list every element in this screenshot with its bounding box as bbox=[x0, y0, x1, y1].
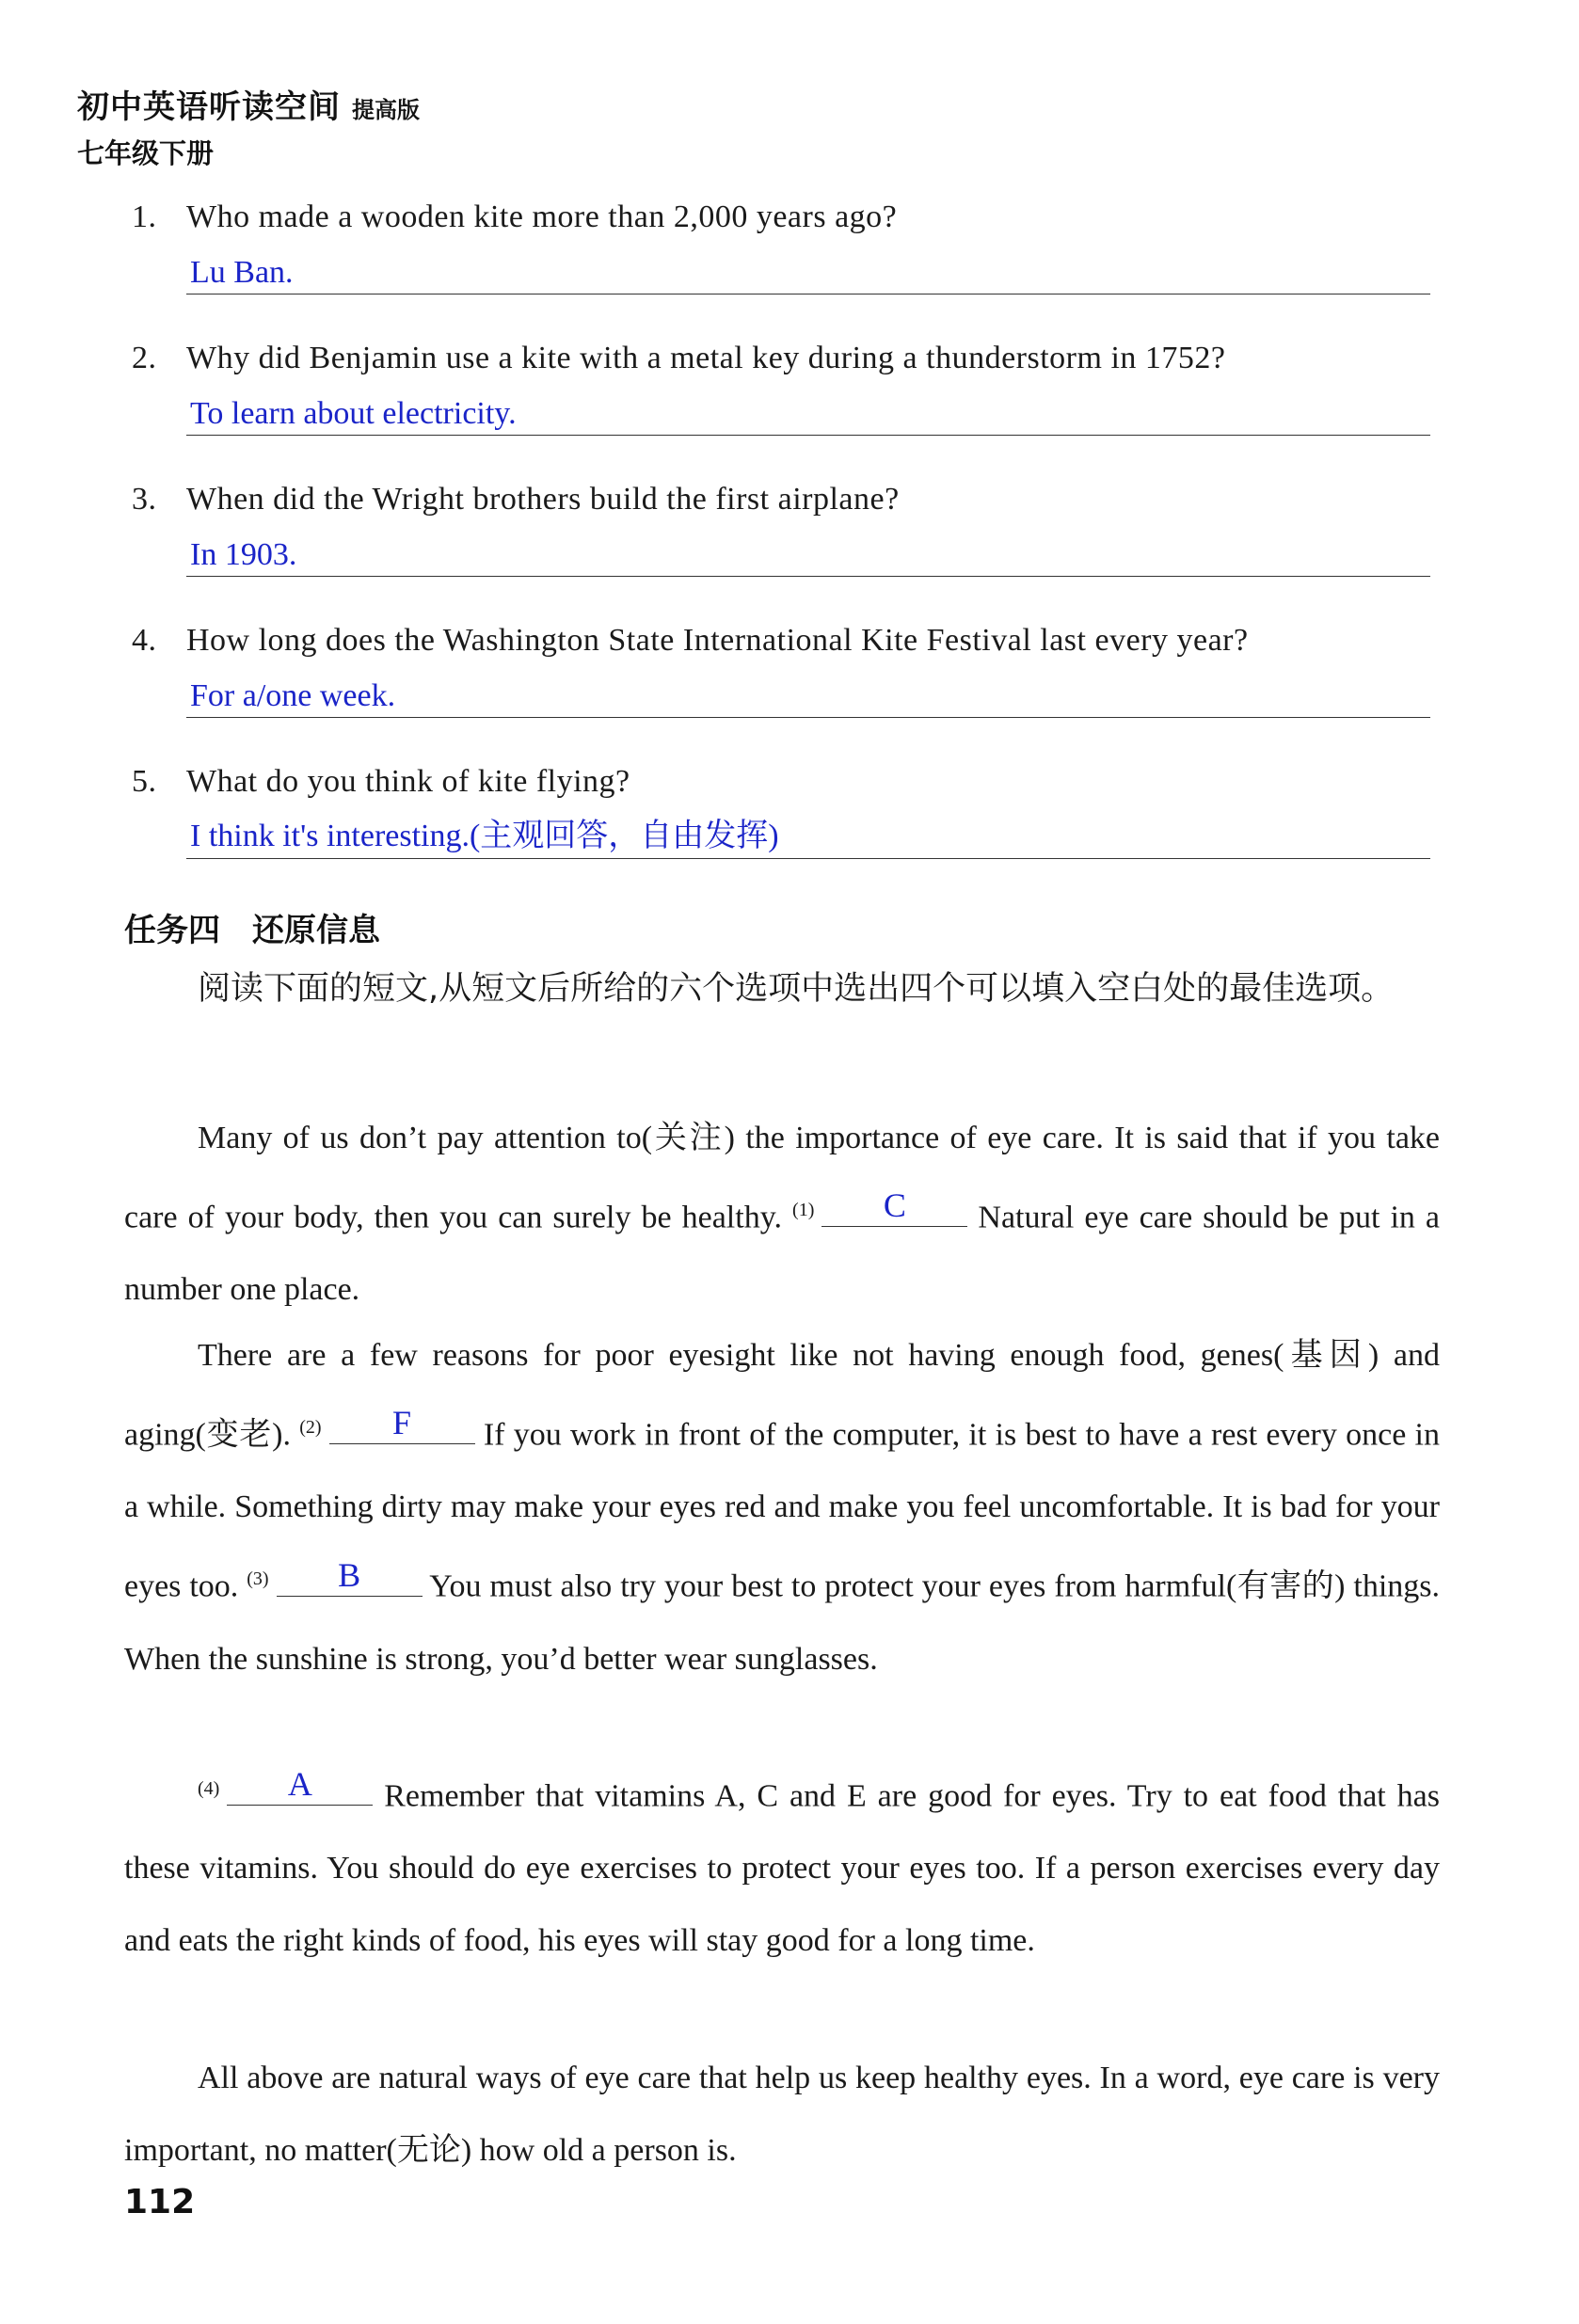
task-title: 还原信息 bbox=[252, 912, 380, 949]
page-number: 112 bbox=[124, 2183, 196, 2221]
answer-line bbox=[186, 250, 1430, 294]
passage-text: There are a few reasons for poor eyesight like not having enough food, genes(基因) and aging(变老). bbox=[124, 1338, 1440, 1453]
question-4 bbox=[132, 623, 1430, 718]
answer-line bbox=[186, 533, 1430, 577]
passage-paragraph-2 bbox=[124, 1319, 1440, 1695]
question-number: 3. bbox=[132, 482, 157, 517]
passage-text: You must also try your best to protect your eyes from harmful(有害的) things. When the sunshine is strong, you’d better wear sunglasses. bbox=[124, 1568, 1441, 1677]
answer-text: I think it's interesting.(主观回答，自由发挥) bbox=[190, 819, 779, 853]
question-text: When did the Wright brothers build the first airplane? bbox=[186, 482, 900, 517]
question-number: 4. bbox=[132, 623, 157, 658]
answer-line bbox=[186, 674, 1430, 718]
question-1 bbox=[132, 199, 1430, 294]
answer-text: To learn about electricity. bbox=[190, 396, 517, 431]
book-header bbox=[77, 81, 420, 171]
task-label: 任务四 bbox=[124, 912, 220, 949]
question-2 bbox=[132, 341, 1430, 436]
answer-blank[interactable] bbox=[227, 1765, 373, 1806]
passage-paragraph-1 bbox=[124, 1102, 1440, 1326]
book-grade: 七年级下册 bbox=[77, 137, 215, 169]
blank-answer: C bbox=[883, 1186, 906, 1225]
answer-line bbox=[186, 391, 1430, 436]
question-5 bbox=[132, 764, 1430, 859]
question-text: Why did Benjamin use a kite with a metal key during a thunderstorm in 1752? bbox=[186, 341, 1226, 375]
question-text: What do you think of kite flying? bbox=[186, 764, 630, 799]
question-text: How long does the Washington State International Kite Festival last every year? bbox=[186, 623, 1249, 658]
blank-mark: (3) bbox=[247, 1568, 269, 1590]
blank-answer: B bbox=[338, 1555, 361, 1594]
passage-paragraph-3 bbox=[124, 1753, 1440, 1977]
answer-text: In 1903. bbox=[190, 537, 297, 572]
task-heading bbox=[124, 904, 380, 950]
answer-blank[interactable] bbox=[329, 1404, 475, 1444]
blank-answer: A bbox=[287, 1765, 312, 1804]
blank-mark: (1) bbox=[792, 1200, 815, 1220]
answer-text: Lu Ban. bbox=[190, 255, 294, 290]
blank-mark: (4) bbox=[198, 1778, 220, 1799]
blank-mark: (2) bbox=[299, 1417, 322, 1438]
question-number: 2. bbox=[132, 341, 157, 375]
blank-answer: F bbox=[392, 1404, 412, 1442]
question-number: 1. bbox=[132, 199, 157, 234]
answer-blank[interactable] bbox=[821, 1186, 967, 1227]
passage-text: Many of us don’t pay attention to(关注) the importance of eye care. It is said that if you take care of your body, then you can surely be healthy. bbox=[124, 1121, 1440, 1235]
answer-blank[interactable] bbox=[277, 1555, 423, 1597]
question-3 bbox=[132, 482, 1430, 577]
passage-text: Remember that vitamins A, C and E are good for eyes. Try to eat food that has these vitamins. You should do eye exercises to protect your eyes too. If a person exercises every day and eats the right kinds of food, his eyes will stay good for a long time. bbox=[124, 1778, 1441, 1959]
passage-text: If you work in front of the computer, it is best to have a rest every once in a while. Something dirty may make your eyes red and make you feel uncomfortable. It is bad for your eyes too. bbox=[124, 1417, 1441, 1604]
passage-text: Natural eye care should be put in a number one place. bbox=[124, 1200, 1441, 1308]
question-number: 5. bbox=[132, 764, 157, 799]
answer-line bbox=[186, 815, 1430, 859]
book-title: 初中英语听读空间 bbox=[77, 88, 341, 126]
passage-paragraph-4: All above are natural ways of eye care that help us keep healthy eyes. In a word, eye care is very important, no matter(无论) how old a person is. bbox=[124, 2061, 1440, 2168]
answer-text: For a/one week. bbox=[190, 678, 396, 713]
book-edition: 提高版 bbox=[352, 97, 420, 123]
question-text: Who made a wooden kite more than 2,000 years ago? bbox=[186, 199, 898, 234]
task-instruction: 阅读下面的短文,从短文后所给的六个选项中选出四个可以填入空白处的最佳选项。 bbox=[198, 970, 1395, 1008]
